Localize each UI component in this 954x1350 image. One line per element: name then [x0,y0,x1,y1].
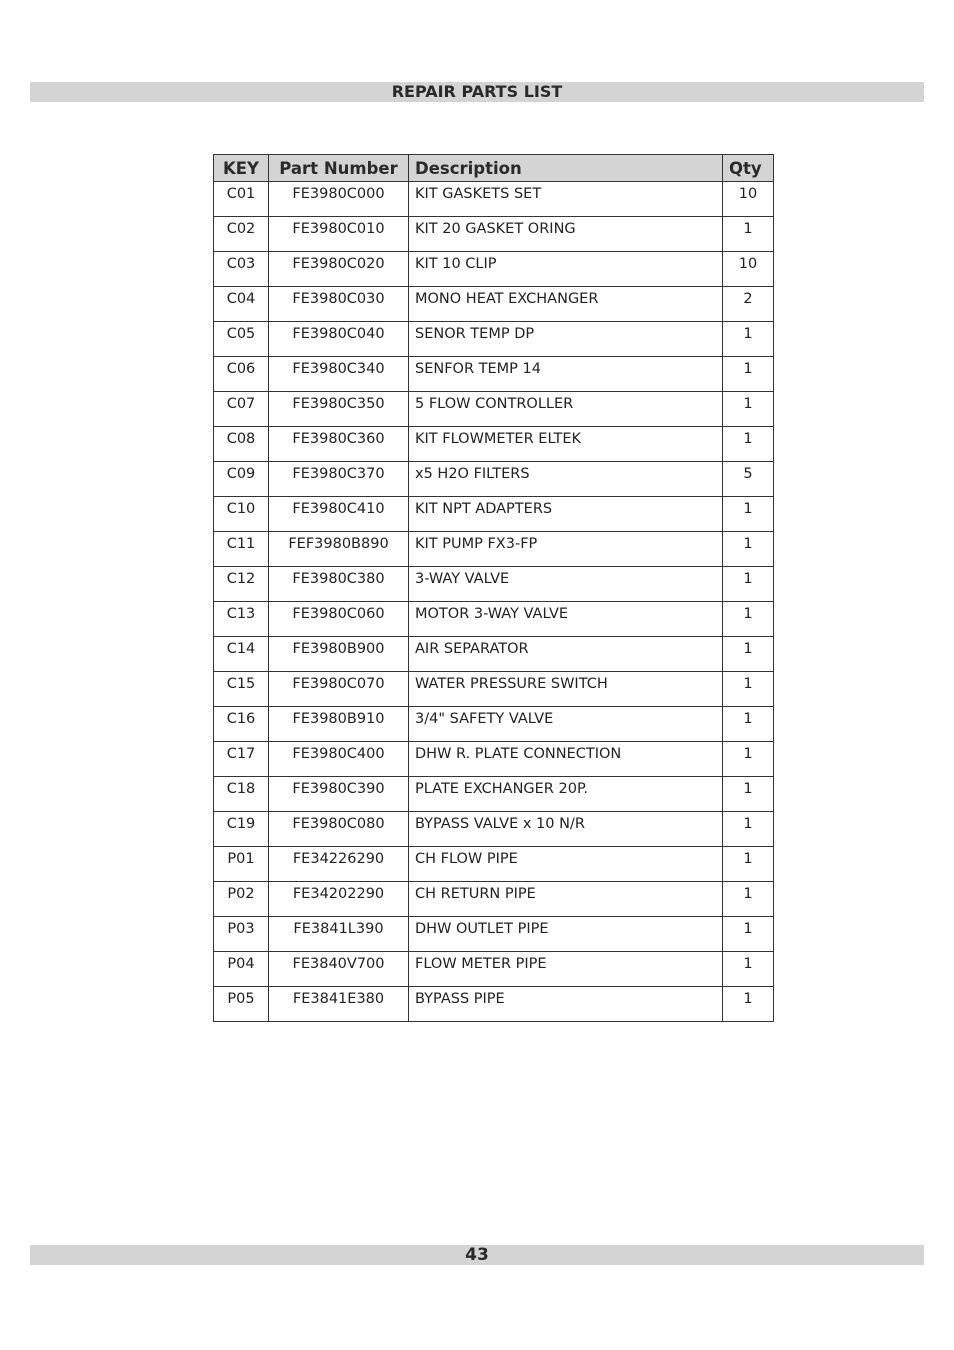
cell-description: x5 H2O FILTERS [409,462,723,497]
table-row [214,532,774,567]
cell-description: KIT 20 GASKET ORING [409,217,723,252]
cell-key: P04 [214,952,269,987]
cell-qty: 1 [723,357,774,392]
cell-part-number: FE34226290 [269,847,409,882]
table-row [214,917,774,952]
table-row [214,987,774,1022]
cell-description: CH FLOW PIPE [409,847,723,882]
cell-description: BYPASS VALVE x 10 N/R [409,812,723,847]
cell-part-number: FE3980B900 [269,637,409,672]
table-row [214,322,774,357]
column-header-qty: Qty [723,155,774,182]
cell-key: P02 [214,882,269,917]
table-row [214,497,774,532]
repair-parts-table [213,154,774,1022]
cell-part-number: FE34202290 [269,882,409,917]
cell-qty: 1 [723,812,774,847]
table-row [214,392,774,427]
cell-key: C11 [214,532,269,567]
cell-part-number: FE3980B910 [269,707,409,742]
cell-description: DHW R. PLATE CONNECTION [409,742,723,777]
cell-qty: 1 [723,532,774,567]
cell-part-number: FE3980C350 [269,392,409,427]
table-body [214,182,774,1022]
cell-description: MOTOR 3-WAY VALVE [409,602,723,637]
cell-description: KIT NPT ADAPTERS [409,497,723,532]
cell-description: PLATE EXCHANGER 20P. [409,777,723,812]
cell-key: C08 [214,427,269,462]
cell-key: C14 [214,637,269,672]
cell-description: FLOW METER PIPE [409,952,723,987]
cell-qty: 10 [723,182,774,217]
column-header-description: Description [409,155,723,182]
cell-description: AIR SEPARATOR [409,637,723,672]
cell-part-number: FE3841L390 [269,917,409,952]
cell-description: WATER PRESSURE SWITCH [409,672,723,707]
cell-key: C17 [214,742,269,777]
cell-key: C18 [214,777,269,812]
cell-qty: 10 [723,252,774,287]
cell-key: C04 [214,287,269,322]
table-row [214,882,774,917]
cell-part-number: FE3980C360 [269,427,409,462]
cell-qty: 1 [723,637,774,672]
cell-description: 5 FLOW CONTROLLER [409,392,723,427]
cell-qty: 1 [723,882,774,917]
cell-qty: 1 [723,602,774,637]
cell-qty: 1 [723,392,774,427]
cell-key: C03 [214,252,269,287]
cell-description: KIT GASKETS SET [409,182,723,217]
cell-key: C02 [214,217,269,252]
cell-qty: 1 [723,497,774,532]
cell-part-number: FE3980C000 [269,182,409,217]
table-row [214,742,774,777]
cell-qty: 1 [723,952,774,987]
cell-description: 3-WAY VALVE [409,567,723,602]
page-number: 43 [30,1245,924,1265]
cell-part-number: FE3841E380 [269,987,409,1022]
table-row [214,287,774,322]
cell-key: P01 [214,847,269,882]
cell-qty: 1 [723,217,774,252]
cell-key: C13 [214,602,269,637]
table-header-row [214,155,774,182]
cell-qty: 1 [723,987,774,1022]
cell-key: C01 [214,182,269,217]
cell-key: P05 [214,987,269,1022]
cell-key: P03 [214,917,269,952]
cell-key: C07 [214,392,269,427]
cell-part-number: FE3980C020 [269,252,409,287]
cell-description: KIT PUMP FX3-FP [409,532,723,567]
cell-description: KIT FLOWMETER ELTEK [409,427,723,462]
table-row [214,252,774,287]
cell-part-number: FE3980C380 [269,567,409,602]
cell-description: DHW OUTLET PIPE [409,917,723,952]
cell-key: C19 [214,812,269,847]
cell-part-number: FE3980C010 [269,217,409,252]
cell-description: MONO HEAT EXCHANGER [409,287,723,322]
table-row [214,357,774,392]
cell-part-number: FE3840V700 [269,952,409,987]
cell-description: SENFOR TEMP 14 [409,357,723,392]
table-row [214,672,774,707]
table-row [214,812,774,847]
column-header-part-number: Part Number [269,155,409,182]
cell-key: C10 [214,497,269,532]
cell-key: C16 [214,707,269,742]
cell-part-number: FE3980C390 [269,777,409,812]
table-row [214,847,774,882]
table-row [214,777,774,812]
cell-qty: 1 [723,847,774,882]
cell-part-number: FE3980C070 [269,672,409,707]
table-row [214,602,774,637]
cell-key: C05 [214,322,269,357]
cell-part-number: FE3980C370 [269,462,409,497]
cell-description: KIT 10 CLIP [409,252,723,287]
cell-key: C15 [214,672,269,707]
cell-qty: 1 [723,777,774,812]
cell-description: 3/4" SAFETY VALVE [409,707,723,742]
page-title: REPAIR PARTS LIST [30,82,924,102]
cell-qty: 2 [723,287,774,322]
cell-description: CH RETURN PIPE [409,882,723,917]
cell-part-number: FE3980C400 [269,742,409,777]
table-row [214,182,774,217]
column-header-key: KEY [214,155,269,182]
cell-part-number: FE3980C410 [269,497,409,532]
cell-key: C12 [214,567,269,602]
cell-key: C09 [214,462,269,497]
table-row [214,427,774,462]
cell-description: BYPASS PIPE [409,987,723,1022]
cell-part-number: FE3980C040 [269,322,409,357]
table-row [214,707,774,742]
table-row [214,567,774,602]
table-row [214,637,774,672]
cell-description: SENOR TEMP DP [409,322,723,357]
cell-qty: 1 [723,917,774,952]
cell-qty: 5 [723,462,774,497]
cell-qty: 1 [723,742,774,777]
cell-qty: 1 [723,707,774,742]
cell-part-number: FE3980C080 [269,812,409,847]
table-row [214,952,774,987]
cell-qty: 1 [723,322,774,357]
cell-part-number: FE3980C340 [269,357,409,392]
cell-part-number: FE3980C060 [269,602,409,637]
table-row [214,217,774,252]
table-row [214,462,774,497]
cell-part-number: FEF3980B890 [269,532,409,567]
cell-qty: 1 [723,672,774,707]
cell-part-number: FE3980C030 [269,287,409,322]
cell-qty: 1 [723,567,774,602]
cell-key: C06 [214,357,269,392]
cell-qty: 1 [723,427,774,462]
